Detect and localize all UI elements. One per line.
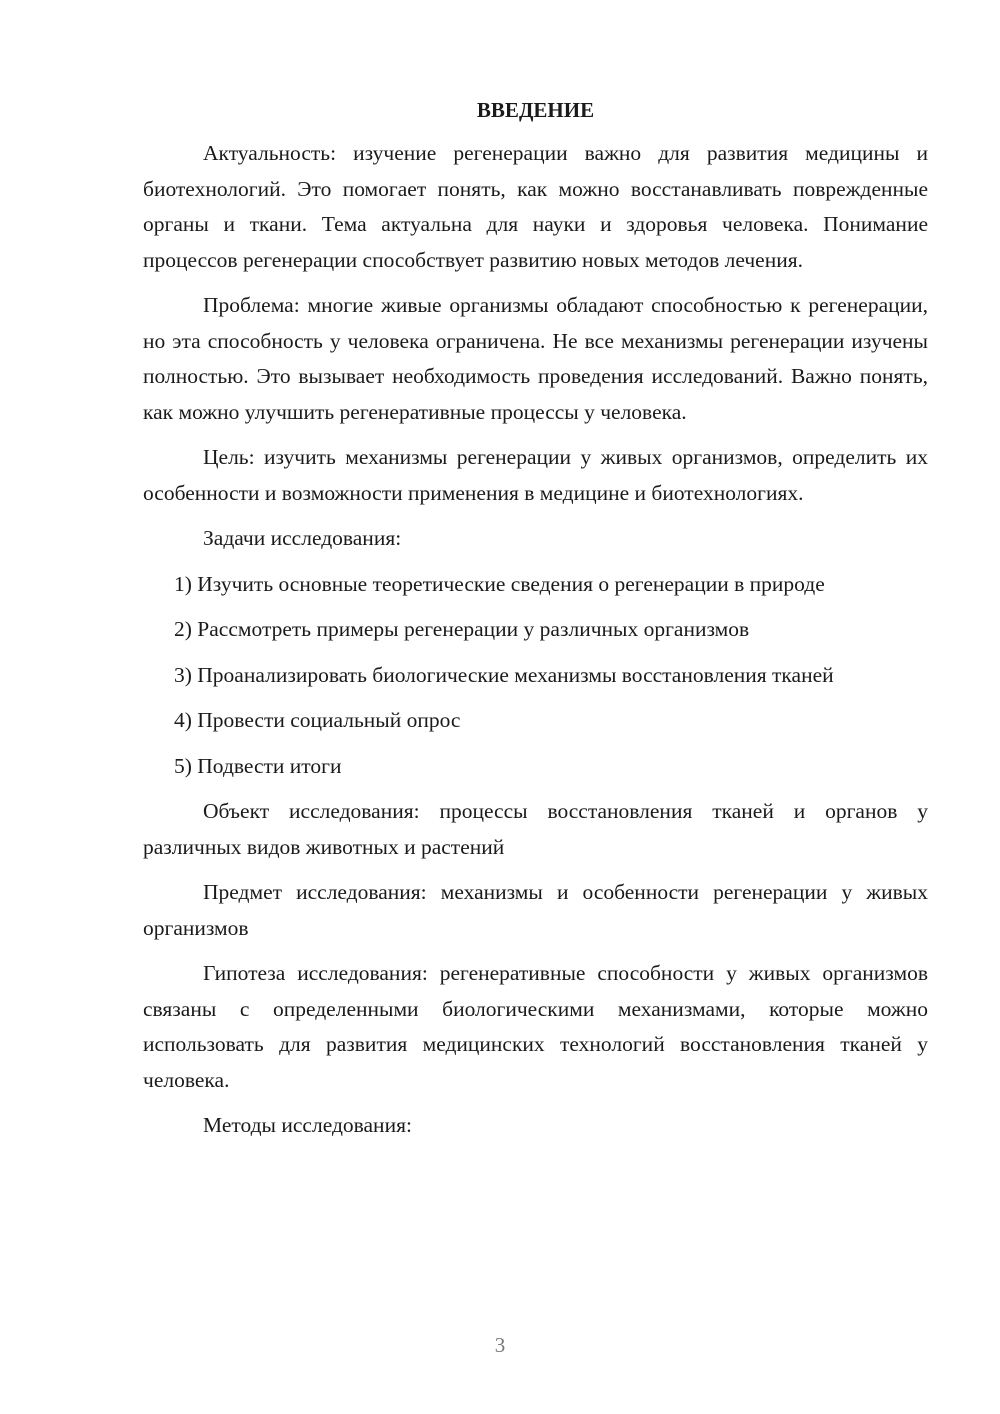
document-page	[143, 94, 928, 1154]
task-item-5: 5) Подвести итоги	[174, 753, 342, 778]
paragraph-tasks-heading: Задачи исследования:	[203, 526, 402, 550]
paragraph-object: Объект исследования: процессы восстановления тканей и органов у различных видов животных и растений	[143, 799, 928, 859]
paragraph-relevance: Актуальность: изучение регенерации важно для развития медицины и биотехнологий. Это помогает понять, как можно восстанавливать поврежденные органы и ткани. Тема актуальна для науки и здоровья человека. Понимание процессов регенерации способствует развитию новых методов лечения.	[143, 141, 928, 272]
page-number: 3	[494, 1333, 506, 1357]
paragraph-hypothesis: Гипотеза исследования: регенеративные способности у живых организмов связаны с определенными биологическими механизмами, которые можно использовать для развития медицинских технологий восстановления тканей у человека.	[143, 961, 928, 1092]
task-item-4: 4) Провести социальный опрос	[174, 708, 461, 732]
section-title: ВВЕДЕНИЕ	[476, 98, 595, 122]
paragraph-goal: Цель: изучить механизмы регенерации у живых организмов, определить их особенности и возможности применения в медицине и биотехнологиях.	[143, 445, 928, 505]
task-item-3: 3) Проанализировать биологические механизмы восстановления тканей	[174, 662, 834, 687]
task-item-1: 1) Изучить основные теоретические сведения о регенерации в природе	[174, 571, 825, 596]
paragraph-problem: Проблема: многие живые организмы обладают способностью к регенерации, но эта способность у человека ограничена. Не все механизмы регенерации изучены полностью. Это вызывает необходимость проведения исследований. Важно понять, как можно улучшить регенеративные процессы у человека.	[143, 293, 928, 424]
paragraph-subject: Предмет исследования: механизмы и особенности регенерации у живых организмов	[143, 880, 928, 940]
task-item-2: 2) Рассмотреть примеры регенерации у различных организмов	[174, 617, 750, 641]
paragraph-methods: Методы исследования:	[203, 1113, 412, 1137]
